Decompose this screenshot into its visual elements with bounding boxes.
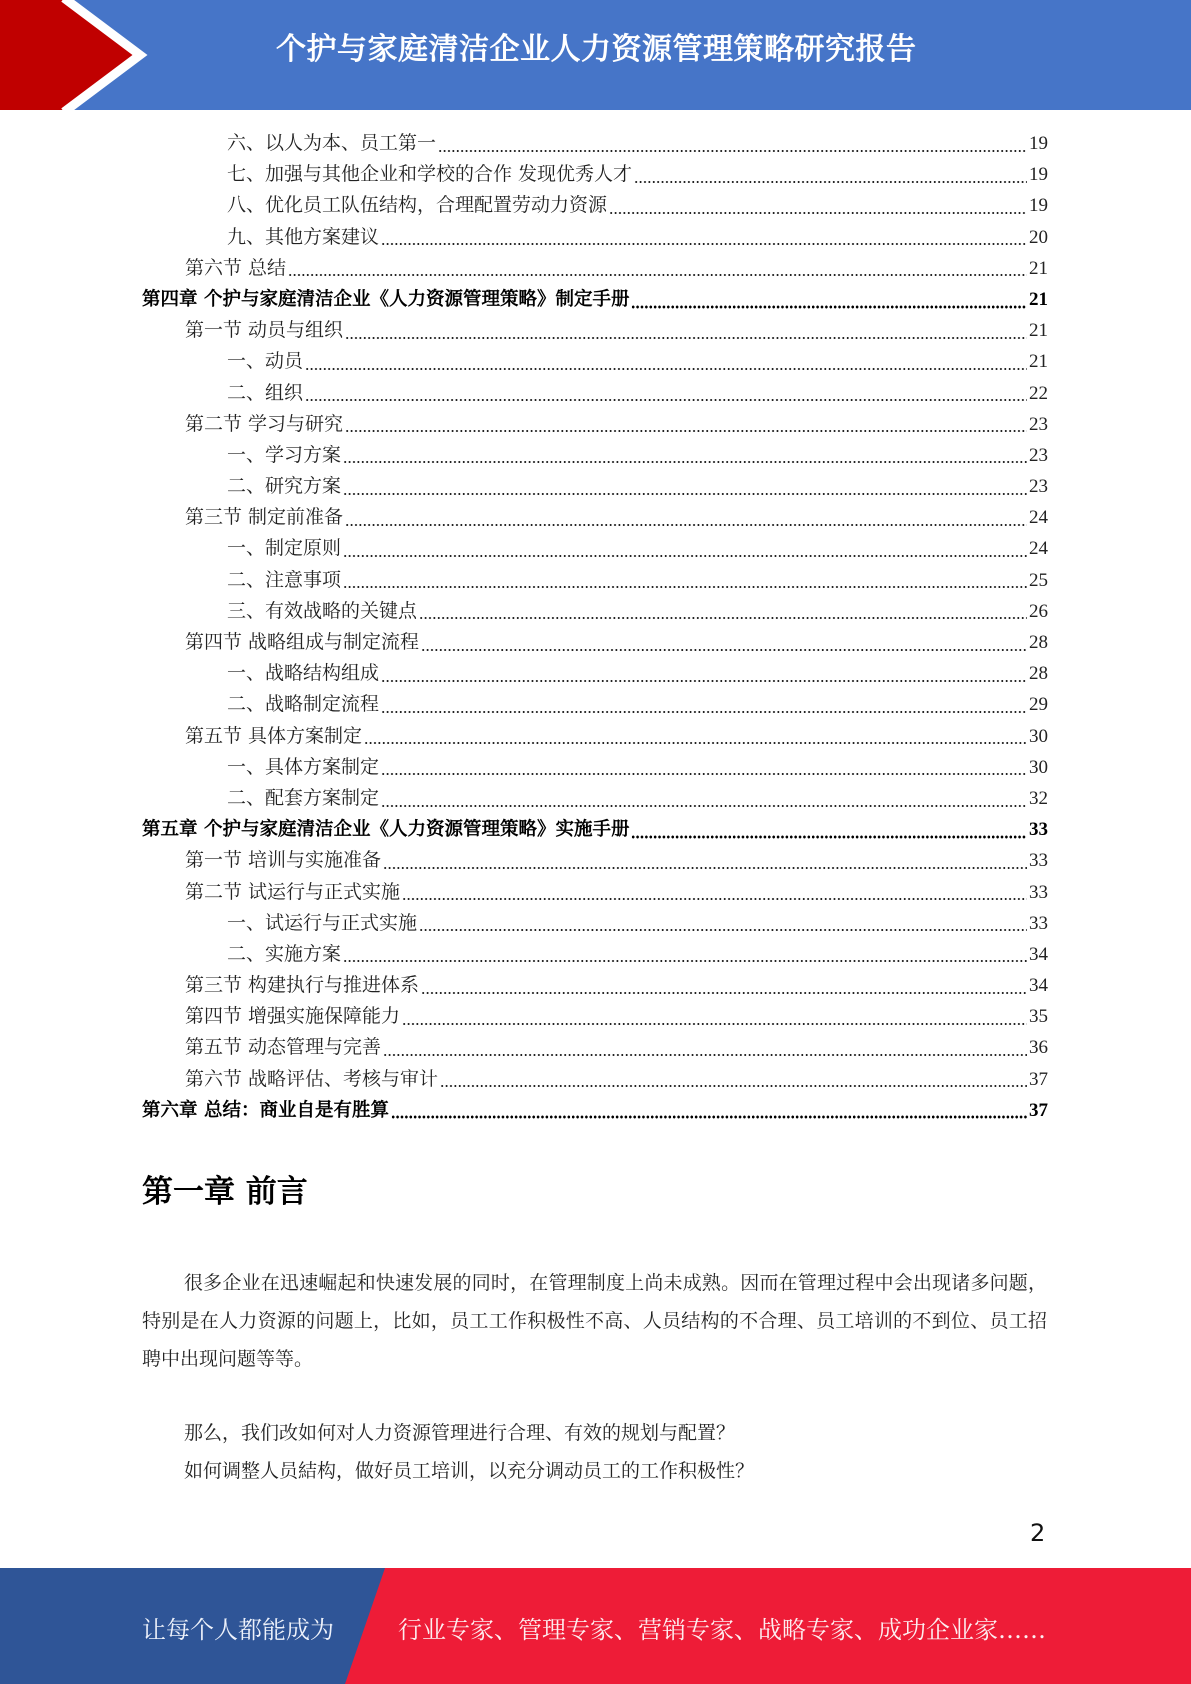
toc-section-entry[interactable]: [142, 315, 1048, 346]
toc-dot-leader: [343, 538, 1027, 560]
toc-subsection-entry[interactable]: [142, 908, 1048, 939]
toc-entry-page: 32: [1029, 787, 1048, 809]
toc-section-entry[interactable]: [142, 845, 1048, 876]
toc-entry-page: 21: [1029, 320, 1048, 342]
toc-subsection-entry[interactable]: [142, 471, 1048, 502]
toc-entry-label: 一、具体方案制定: [227, 755, 380, 778]
toc-dot-leader: [440, 1068, 1027, 1090]
toc-dot-leader: [383, 1037, 1027, 1059]
toc-dot-leader: [381, 788, 1027, 810]
chapter-heading: 第一章 前言: [142, 1174, 308, 1210]
toc-dot-leader: [364, 725, 1027, 747]
toc-dot-leader: [288, 257, 1027, 279]
toc-entry-page: 33: [1029, 881, 1048, 903]
toc-section-entry[interactable]: [142, 409, 1048, 440]
toc-dot-leader: [381, 226, 1027, 248]
toc-entry-label: 一、制定原则: [227, 537, 342, 560]
toc-entry-page: 21: [1029, 351, 1048, 373]
toc-entry-page: 37: [1029, 1099, 1048, 1121]
toc-entry-label: 二、组织: [227, 381, 304, 404]
document-title: 个护与家庭清洁企业人力资源管理策略研究报告: [276, 32, 917, 67]
toc-subsection-entry[interactable]: [142, 440, 1048, 471]
toc-entry-label: 第四节 增强实施保障能力: [185, 1005, 401, 1028]
toc-entry-label: 一、战略结构组成: [227, 662, 380, 685]
toc-dot-leader: [343, 476, 1027, 498]
toc-subsection-entry[interactable]: [142, 533, 1048, 564]
toc-dot-leader: [345, 413, 1027, 435]
toc-entry-label: 二、战略制定流程: [227, 693, 380, 716]
toc-section-entry[interactable]: [142, 1064, 1048, 1095]
toc-entry-page: 30: [1029, 756, 1048, 778]
toc-chapter-entry[interactable]: [142, 284, 1048, 315]
toc-section-entry[interactable]: [142, 721, 1048, 752]
toc-entry-page: 33: [1029, 819, 1048, 841]
toc-entry-page: 34: [1029, 943, 1048, 965]
toc-dot-leader: [631, 289, 1027, 311]
toc-subsection-entry[interactable]: [142, 939, 1048, 970]
toc-entry-page: 21: [1029, 288, 1048, 310]
toc-entry-page: 36: [1029, 1037, 1048, 1059]
toc-subsection-entry[interactable]: [142, 378, 1048, 409]
toc-dot-leader: [345, 320, 1027, 342]
toc-subsection-entry[interactable]: [142, 222, 1048, 253]
toc-subsection-entry[interactable]: [142, 689, 1048, 720]
toc-entry-label: 二、注意事项: [227, 568, 342, 591]
toc-entry-label: 第三节 制定前准备: [185, 506, 344, 529]
toc-dot-leader: [631, 819, 1027, 841]
toc-entry-page: 33: [1029, 850, 1048, 872]
toc-dot-leader: [305, 382, 1027, 404]
toc-entry-label: 第五章 个护与家庭清洁企业《人力资源管理策略》实施手册: [142, 819, 630, 841]
toc-dot-leader: [381, 756, 1027, 778]
toc-entry-label: 第一节 动员与组织: [185, 319, 344, 342]
toc-subsection-entry[interactable]: [142, 346, 1048, 377]
toc-section-entry[interactable]: [142, 627, 1048, 658]
toc-entry-label: 一、试运行与正式实施: [227, 911, 418, 934]
toc-entry-label: 第二节 试运行与正式实施: [185, 880, 401, 903]
toc-entry-label: 二、研究方案: [227, 475, 342, 498]
footer-slogan-right: 行业专家、管理专家、营销专家、战略专家、成功企业家……: [398, 1616, 1046, 1644]
toc-entry-page: 23: [1029, 476, 1048, 498]
intro-paragraph: 很多企业在迅速崛起和快速发展的同时，在管理制度上尚未成熟。因而在管理过程中会出现诸多问题，特别是在人力资源的问题上，比如，员工工作积极性不高、人员结构的不合理、员工培训的不到位、员工招聘中出现问题等等。: [142, 1272, 1047, 1370]
toc-entry-label: 二、实施方案: [227, 942, 342, 965]
toc-entry-page: 20: [1029, 226, 1048, 248]
toc-subsection-entry[interactable]: [142, 596, 1048, 627]
question-line-1: 那么，我们改如何对人力资源管理进行合理、有效的规划与配置？: [184, 1422, 736, 1444]
toc-entry-page: 25: [1029, 569, 1048, 591]
toc-entry-label: 第六节 战略评估、考核与审计: [185, 1067, 439, 1090]
toc-entry-page: 30: [1029, 725, 1048, 747]
toc-section-entry[interactable]: [142, 502, 1048, 533]
toc-entry-label: 第一节 培训与实施准备: [185, 849, 382, 872]
toc-chapter-entry[interactable]: [142, 1095, 1048, 1126]
toc-section-entry[interactable]: [142, 1001, 1048, 1032]
toc-dot-leader: [438, 133, 1027, 155]
toc-dot-leader: [402, 1006, 1027, 1028]
toc-dot-leader: [343, 444, 1027, 466]
toc-entry-page: 19: [1029, 164, 1048, 186]
toc-entry-label: 七、加强与其他企业和学校的合作 发现优秀人才: [227, 163, 633, 186]
page-header: [0, 0, 1191, 110]
toc-entry-page: 19: [1029, 195, 1048, 217]
toc-entry-label: 第六节 总结: [185, 256, 287, 279]
toc-entry-label: 一、动员: [227, 350, 304, 373]
toc-entry-label: 第二节 学习与研究: [185, 412, 344, 435]
toc-entry-page: 34: [1029, 975, 1048, 997]
toc-dot-leader: [305, 351, 1027, 373]
header-arrow-icon: [0, 0, 200, 110]
toc-subsection-entry[interactable]: [142, 565, 1048, 596]
toc-entry-page: 28: [1029, 632, 1048, 653]
table-of-contents: [142, 128, 1048, 1126]
page-number: 2: [1030, 1519, 1046, 1547]
toc-dot-leader: [419, 912, 1027, 934]
toc-subsection-entry[interactable]: [142, 658, 1048, 689]
toc-entry-page: 23: [1029, 444, 1048, 466]
toc-entry-page: 35: [1029, 1006, 1048, 1028]
toc-entry-label: 第六章 总结：商业自是有胜算: [142, 1099, 389, 1121]
page-footer: [0, 1568, 1191, 1684]
toc-entry-page: 21: [1029, 257, 1048, 279]
toc-dot-leader: [381, 663, 1027, 685]
toc-entry-page: 33: [1029, 912, 1048, 934]
toc-entry-label: 第三节 构建执行与推进体系: [185, 974, 420, 997]
toc-dot-leader: [391, 1099, 1027, 1121]
toc-entry-page: 22: [1029, 382, 1048, 404]
footer-slogan-left: 让每个人都能成为: [142, 1616, 334, 1644]
toc-dot-leader: [419, 600, 1027, 622]
toc-dot-leader: [343, 943, 1027, 965]
toc-dot-leader: [402, 881, 1027, 903]
toc-entry-page: 24: [1029, 507, 1048, 529]
toc-entry-label: 六、以人为本、员工第一: [227, 132, 437, 154]
toc-section-entry[interactable]: [142, 970, 1048, 1001]
question-line-2: 如何调整人员結构，做好员工培训，以充分调动员工的工作积极性？: [184, 1460, 755, 1482]
toc-subsection-entry[interactable]: [142, 159, 1048, 190]
toc-entry-label: 第四节 战略组成与制定流程: [185, 631, 420, 653]
toc-subsection-entry[interactable]: [142, 783, 1048, 814]
toc-entry-page: 37: [1029, 1068, 1048, 1090]
toc-section-entry[interactable]: [142, 253, 1048, 284]
toc-dot-leader: [421, 632, 1027, 654]
toc-dot-leader: [609, 195, 1027, 217]
toc-entry-page: 19: [1029, 133, 1048, 154]
toc-chapter-entry[interactable]: [142, 814, 1048, 845]
toc-dot-leader: [634, 164, 1027, 186]
toc-entry-label: 第五节 动态管理与完善: [185, 1036, 382, 1059]
toc-entry-page: 23: [1029, 413, 1048, 435]
toc-subsection-entry[interactable]: [142, 190, 1048, 221]
toc-subsection-entry[interactable]: [142, 752, 1048, 783]
toc-section-entry[interactable]: [142, 877, 1048, 908]
toc-entry-label: 一、学习方案: [227, 443, 342, 466]
toc-dot-leader: [421, 975, 1027, 997]
toc-entry-page: 29: [1029, 694, 1048, 716]
toc-entry-label: 第四章 个护与家庭清洁企业《人力资源管理策略》制定手册: [142, 288, 630, 310]
toc-entry-label: 九、其他方案建议: [227, 225, 380, 248]
toc-section-entry[interactable]: [142, 1032, 1048, 1063]
toc-subsection-entry[interactable]: [142, 128, 1048, 159]
toc-entry-label: 第五节 具体方案制定: [185, 724, 363, 747]
toc-entry-label: 八、优化员工队伍结构，合理配置劳动力资源: [227, 194, 608, 217]
toc-entry-page: 28: [1029, 663, 1048, 685]
toc-dot-leader: [381, 694, 1027, 716]
toc-dot-leader: [343, 569, 1027, 591]
toc-entry-page: 26: [1029, 600, 1048, 622]
toc-dot-leader: [345, 507, 1027, 529]
toc-entry-label: 二、配套方案制定: [227, 786, 380, 809]
toc-entry-label: 三、有效战略的关键点: [227, 599, 418, 622]
toc-entry-page: 24: [1029, 538, 1048, 560]
toc-dot-leader: [383, 850, 1027, 872]
